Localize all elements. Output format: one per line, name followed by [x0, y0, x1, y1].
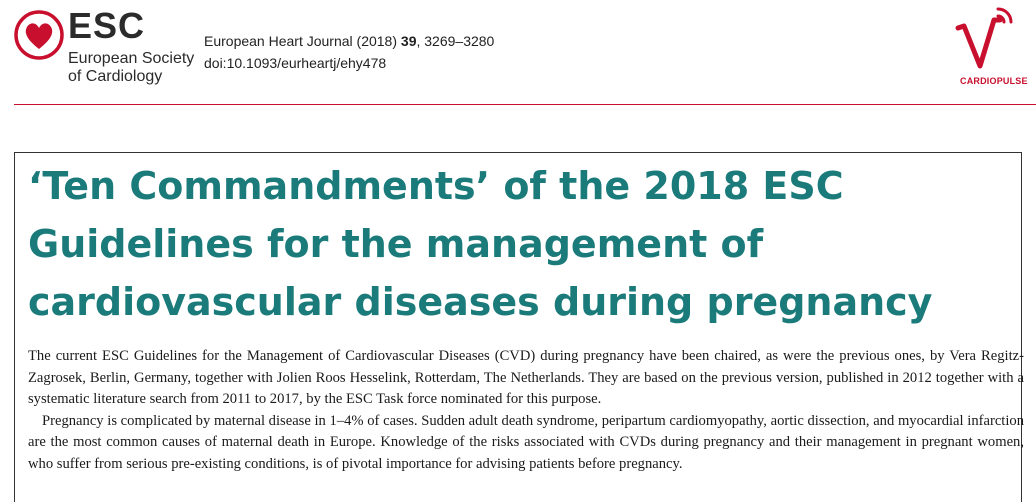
citation-pages: , 3269–3280	[416, 33, 495, 49]
heart-in-circle-icon	[14, 10, 64, 60]
esc-society-name	[68, 50, 194, 86]
paragraph-1: The current ESC Guidelines for the Management of Cardiovascular Diseases (CVD) during pregnancy have been chaired, as were the previous ones, by Vera Regitz-Zagrosek, Berlin, Germany, together with Jolien Roos Hesselink, Rotterdam, The Netherlands. They are based on the previous version, published in 2012 together with a systematic literature search from 2011 to 2017, by the ESC Task force nominated for this purpose.	[28, 348, 1024, 407]
article-title: ‘Ten Commandments’ of the 2018 ESC Guidelines for the management of cardiovascular diseases during pregnancy	[28, 164, 933, 324]
page-header	[0, 0, 1036, 104]
citation-journal-line	[204, 30, 494, 52]
header-divider	[14, 104, 1036, 105]
citation-doi[interactable]: doi:10.1093/eurheartj/ehy478	[204, 55, 387, 71]
citation-volume: 39	[400, 33, 417, 49]
article-body	[28, 346, 1024, 475]
paragraph-2: Pregnancy is complicated by maternal disease in 1–4% of cases. Sudden adult death syndrome, peripartum cardiomyopathy, aortic dissection, and myocardial infarction are the most common causes of maternal death in Europe. Knowledge of the risks associated with CVDs during pregnancy and their management in pregnant women, who suffer from serious pre-existing conditions, is of pivotal importance for advising patients before pregnancy.	[28, 412, 1024, 472]
citation-journal: European Heart Journal (2018)	[204, 33, 398, 49]
citation	[204, 30, 494, 74]
esc-society-line2: of Cardiology	[68, 68, 163, 85]
cardiopulse-label: CARDIOPULSE	[960, 76, 1028, 86]
esc-wordmark: ESC	[68, 5, 146, 46]
esc-society-line1: European Society	[68, 50, 195, 67]
